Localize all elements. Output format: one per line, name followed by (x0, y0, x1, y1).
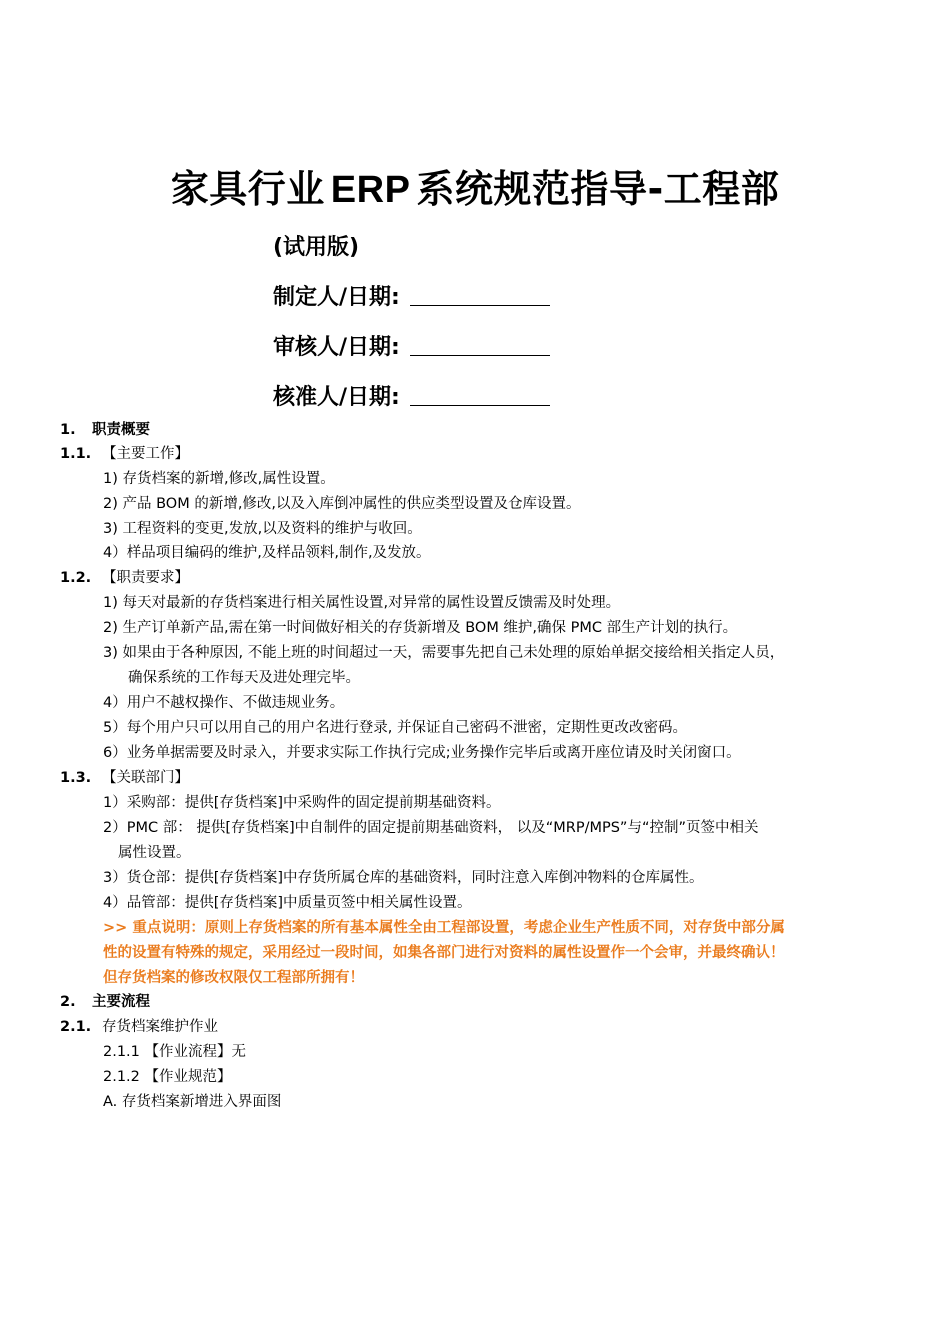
section-2-title: 主要流程 (92, 994, 150, 1010)
subsection-item: 2.1.2 【作业规范】 (103, 1069, 232, 1085)
list-item: 1) 每天对最新的存货档案进行相关属性设置,对异常的属性设置反馈需及时处理。 (103, 595, 621, 611)
title-part3: 系统规范指导-工程部 (416, 167, 780, 211)
section-1-1-title: 【主要工作】 (102, 446, 189, 462)
approver-blank (410, 385, 550, 406)
section-1-2-heading (60, 568, 189, 588)
section-2-1-heading (60, 1017, 218, 1037)
subsection-item: 2.1.1 【作业流程】无 (103, 1044, 247, 1060)
section-1-2-title: 【职责要求】 (102, 570, 189, 586)
important-note-line: 但存货档案的修改权限仅工程部所拥有！ (103, 970, 364, 986)
section-1-3-num: 1.3. (60, 770, 92, 786)
section-2-1-title: 存货档案维护作业 (102, 1019, 218, 1035)
section-1-title: 职责概要 (92, 422, 150, 438)
approver-row (273, 380, 550, 411)
approver-label: 核准人/日期: (273, 385, 400, 410)
section-1-heading (60, 420, 150, 440)
subsection-item: A. 存货档案新增进入界面图 (103, 1094, 282, 1110)
section-1-num: 1. (60, 422, 76, 438)
list-item: 3）货仓部：提供[存货档案]中存货所属仓库的基础资料，同时注意入库倒冲物料的仓库属性。 (103, 870, 704, 886)
version-label: (试用版) (273, 235, 360, 260)
author-row (273, 280, 550, 311)
list-item: 4）样品项目编码的维护,及样品领料,制作,及发放。 (103, 545, 431, 561)
list-item: 1）采购部：提供[存货档案]中采购件的固定提前期基础资料。 (103, 795, 501, 811)
list-item: 3) 如果由于各种原因, 不能上班的时间超过一天，需要事先把自己未处理的原始单据交接给相关指定人员， (103, 645, 785, 661)
list-item: 2）PMC 部： 提供[存货档案]中自制件的固定提前期基础资料， 以及“MRP/MPS”与“控制”页签中相关 (103, 820, 759, 836)
section-1-2-num: 1.2. (60, 570, 92, 586)
list-item-continuation: 确保系统的工作每天及进处理完毕。 (128, 670, 360, 686)
reviewer-label: 审核人/日期: (273, 335, 400, 360)
author-label: 制定人/日期: (273, 285, 400, 310)
list-item: 6）业务单据需要及时录入，并要求实际工作执行完成;业务操作完毕后或离开座位请及时关闭窗口。 (103, 745, 741, 761)
document-title (0, 158, 950, 213)
section-1-1-heading (60, 444, 189, 464)
list-item: 4）品管部：提供[存货档案]中质量页签中相关属性设置。 (103, 895, 472, 911)
section-2-num: 2. (60, 994, 76, 1010)
list-item: 2) 生产订单新产品,需在第一时间做好相关的存货新增及 BOM 维护,确保 PMC 部生产计划的执行。 (103, 620, 738, 636)
list-item: 1) 存货档案的新增,修改,属性设置。 (103, 471, 335, 487)
title-part1: 家具行业 (170, 167, 325, 211)
section-2-1-num: 2.1. (60, 1019, 92, 1035)
list-item-continuation: 属性设置。 (118, 845, 191, 861)
reviewer-blank (410, 335, 550, 356)
list-item: 3) 工程资料的变更,发放,以及资料的维护与收回。 (103, 521, 422, 537)
author-blank (410, 285, 550, 306)
important-note-line: >> 重点说明：原则上存货档案的所有基本属性全由工程部设置，考虑企业生产性质不同，对存货中部分属 (103, 920, 785, 936)
reviewer-row (273, 330, 550, 361)
section-1-1-num: 1.1. (60, 446, 92, 462)
list-item: 4）用户不越权操作、不做违规业务。 (103, 695, 345, 711)
title-part2: ERP (330, 169, 411, 211)
list-item: 2) 产品 BOM 的新增,修改,以及入库倒冲属性的供应类型设置及仓库设置。 (103, 496, 581, 512)
important-note-line: 性的设置有特殊的规定，采用经过一段时间，如集各部门进行对资料的属性设置作一个会审，并最终确认！ (103, 945, 785, 961)
list-item: 5）每个用户只可以用自己的用户名进行登录, 并保证自己密码不泄密，定期性更改改密码。 (103, 720, 687, 736)
section-1-3-title: 【关联部门】 (102, 770, 189, 786)
section-1-3-heading (60, 768, 189, 788)
section-2-heading (60, 992, 150, 1012)
